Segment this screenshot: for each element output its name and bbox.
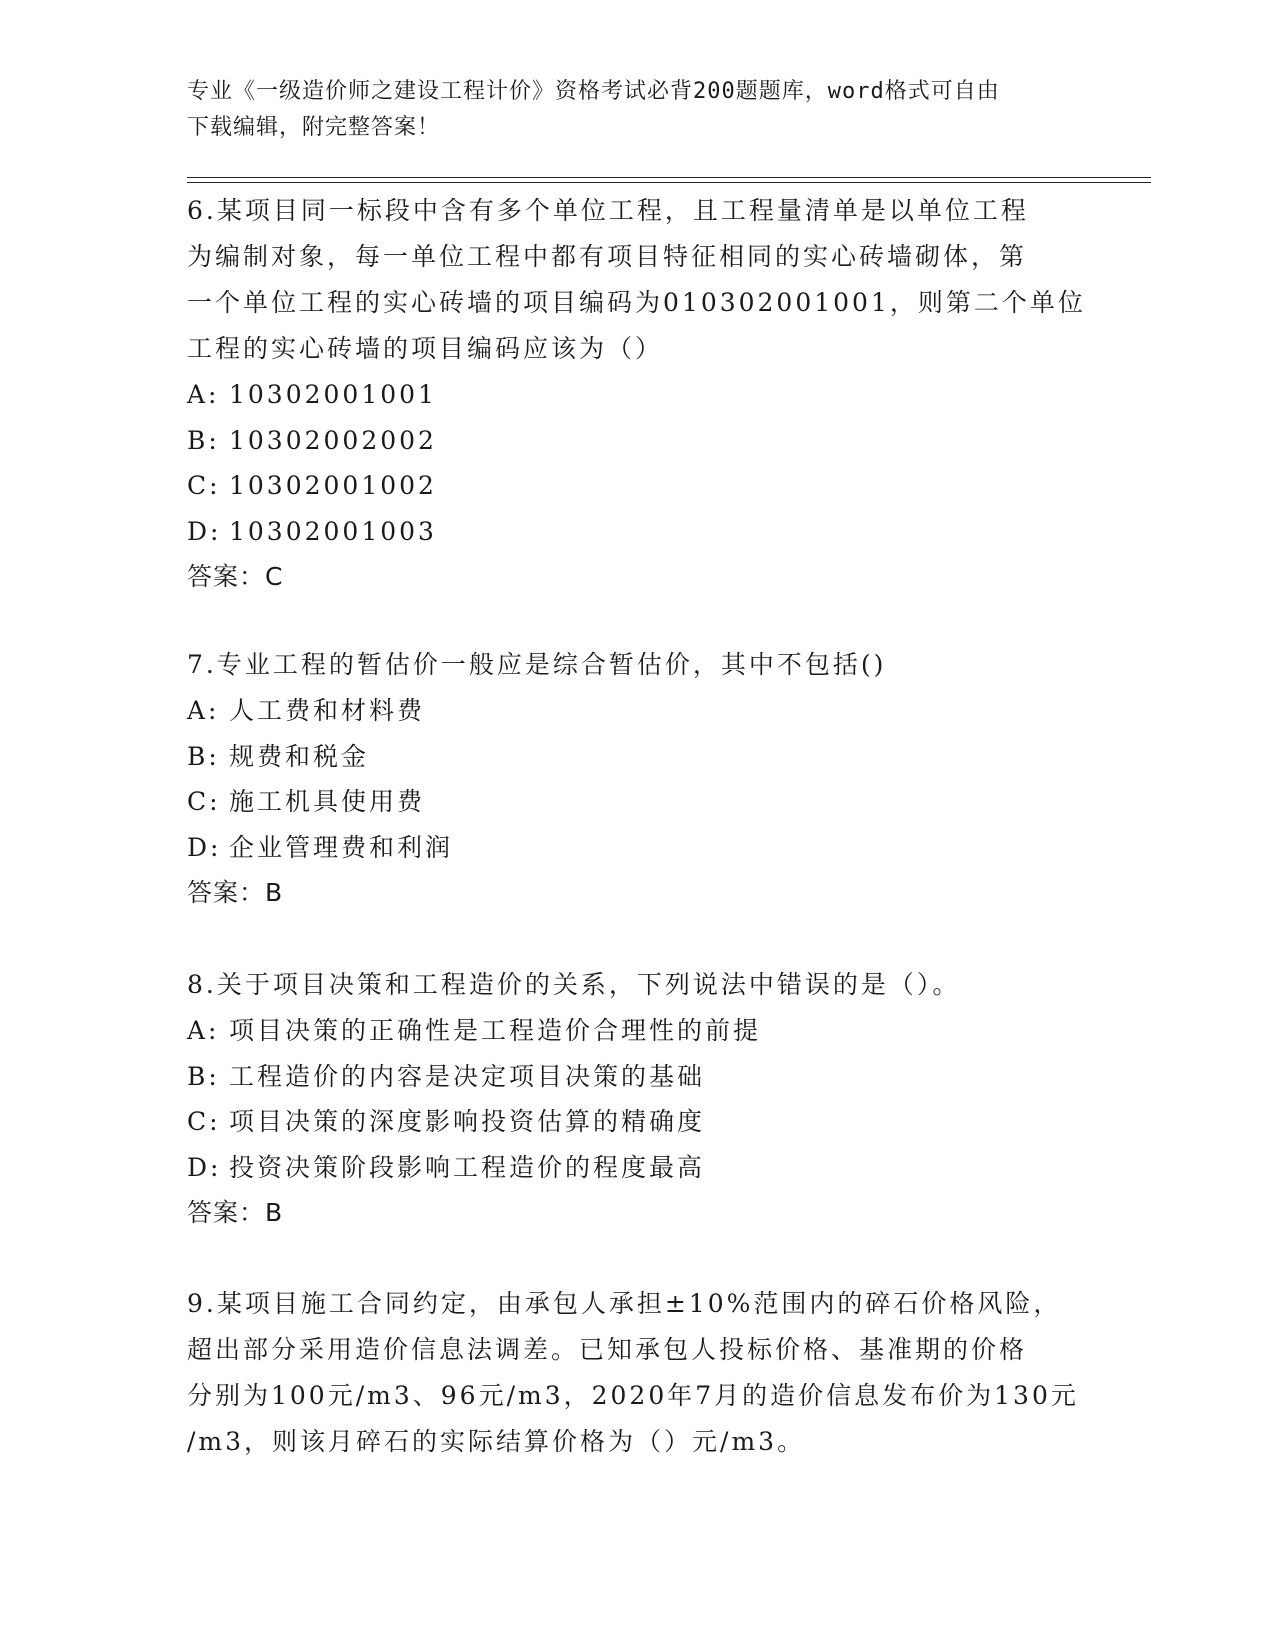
option-key: A:	[187, 696, 220, 725]
option-key: D:	[187, 832, 222, 862]
question-stem-line: 一个单位工程的实心砖墙的项目编码为010302001001，则第二个单位	[187, 288, 1086, 317]
header-line-1: 专业《一级造价师之建设工程计价》资格考试必背200题题库，word格式可自由	[187, 79, 1000, 104]
option-d	[187, 1145, 1087, 1191]
option-text: 项目决策的正确性是工程造价合理性的前提	[229, 1016, 762, 1045]
header-line-2: 下载编辑，附完整答案！	[187, 115, 441, 140]
option-text: 10302001003	[229, 516, 437, 546]
option-key: D:	[187, 1152, 222, 1182]
question-stem-line: 7.专业工程的暂估价一般应是综合暂估价，其中不包括()	[187, 650, 887, 679]
option-d	[187, 509, 1087, 555]
option-b	[187, 418, 1087, 464]
question-stem-line: 工程的实心砖墙的项目编码应该为（）	[187, 334, 664, 363]
option-key: C:	[187, 471, 221, 500]
answer: 答案：B	[187, 878, 284, 907]
question-7	[187, 642, 1087, 916]
question-stem-line: 8.关于项目决策和工程造价的关系，下列说法中错误的是（）。	[187, 970, 961, 999]
question-6	[187, 188, 1087, 600]
question-8	[187, 962, 1087, 1236]
option-text: 10302001002	[229, 471, 437, 500]
option-text: 人工费和材料费	[229, 696, 426, 725]
question-stem-line: 6.某项目同一标段中含有多个单位工程，且工程量清单是以单位工程	[187, 196, 1029, 225]
question-9	[187, 1281, 1087, 1465]
option-text: 工程造价的内容是决定项目决策的基础	[229, 1061, 706, 1091]
option-key: A:	[187, 380, 220, 409]
option-key: B:	[187, 425, 220, 455]
option-d	[187, 825, 1087, 871]
option-key: A:	[187, 1016, 220, 1045]
question-stem-line: 为编制对象，每一单位工程中都有项目特征相同的实心砖墙砌体，第	[187, 242, 1028, 271]
option-text: 施工机具使用费	[229, 787, 426, 816]
option-text: 10302001001	[229, 380, 437, 409]
option-text: 企业管理费和利润	[229, 832, 454, 862]
option-key: C:	[187, 1107, 221, 1136]
option-text: 10302002002	[229, 425, 437, 455]
option-c	[187, 1099, 1087, 1145]
option-a	[187, 372, 1087, 418]
option-key: D:	[187, 516, 222, 546]
option-a	[187, 688, 1087, 734]
option-text: 项目决策的深度影响投资估算的精确度	[229, 1107, 706, 1136]
question-stem-line: 分别为100元/m3、96元/m3，2020年7月的造价信息发布价为130元	[187, 1381, 1079, 1410]
option-a	[187, 1008, 1087, 1054]
option-key: B:	[187, 741, 220, 771]
option-key: B:	[187, 1061, 220, 1091]
header-divider-top	[187, 177, 1151, 178]
option-text: 投资决策阶段影响工程造价的程度最高	[229, 1152, 706, 1182]
option-key: C:	[187, 787, 221, 816]
document-header	[187, 74, 1067, 146]
option-b	[187, 734, 1087, 780]
option-b	[187, 1054, 1087, 1100]
header-divider-bottom	[187, 182, 1151, 183]
option-text: 规费和税金	[229, 741, 370, 771]
question-stem-line: 9.某项目施工合同约定，由承包人承担±10%范围内的碎石价格风险，	[187, 1289, 1062, 1318]
option-c	[187, 779, 1087, 825]
answer: 答案：B	[187, 1198, 284, 1227]
answer: 答案：C	[187, 562, 284, 591]
question-stem-line: /m3，则该月碎石的实际结算价格为（）元/m3。	[187, 1427, 806, 1456]
option-c	[187, 463, 1087, 509]
question-stem-line: 超出部分采用造价信息法调差。已知承包人投标价格、基准期的价格	[187, 1335, 1028, 1364]
